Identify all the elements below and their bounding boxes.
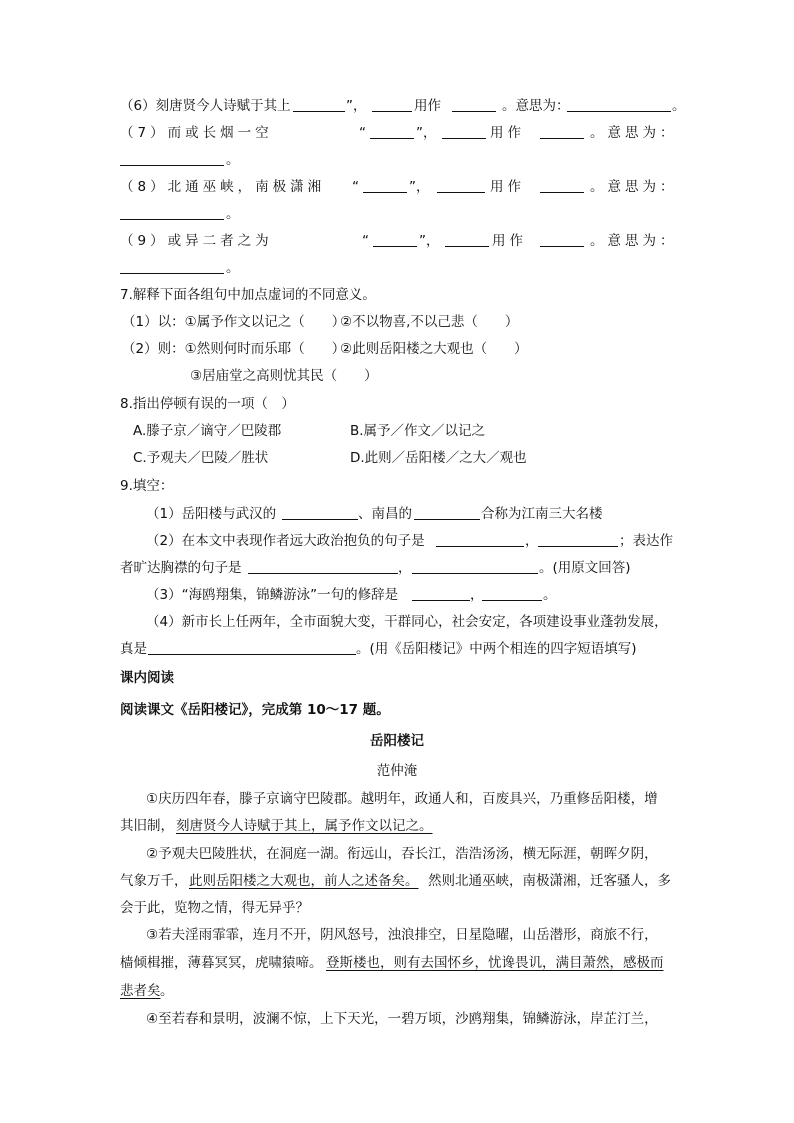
q7-quote-open: “ [359,125,366,141]
p3-line1: ③若夫淫雨霏霏，连月不开，阴风怒号，浊浪排空，日星隐曜，山岳潜形，商旅不行， [146,927,658,943]
q9-text: （9）或异二者之为 [120,233,273,249]
reading-heading [0,668,794,688]
s8-option-b: B.属予／作文／以记之 [350,423,486,439]
blank [370,123,414,139]
s9-item-2a: （2）在本文中表现作者远大政治抱负的句子是 [146,533,425,549]
p1-line2-pre: 其旧制， [120,818,174,834]
article-author [0,761,794,781]
s7-item-1a: （1）以：①属予作文以记之（ ） [122,314,346,330]
q6-quote: ”， [346,98,367,114]
q9-end: 。 [226,260,240,276]
blank [414,504,480,520]
section-8-options-ab [0,421,794,441]
p3-underlined-end: 悲者矣 [120,983,161,999]
blank [363,177,407,193]
blank [482,585,542,601]
s9-item-4c: 。(用《岳阳楼记》中两个相连的四字短语填写) [356,641,637,657]
question-6 [0,96,794,116]
section-9-item-4 [0,612,794,632]
q9-meaning: 。意思为： [590,233,678,249]
paragraph-2-line3 [0,898,794,918]
section-7-item-2 [0,339,794,359]
article-title-text: 岳阳楼记 [370,733,424,749]
paragraph-2-line2 [0,871,794,891]
s9-item-2d: 者旷达胸襟的句子是 [120,560,242,576]
blank [282,504,358,520]
s9-item-4a: （4）新市长上任两年，全市面貌大变，干群同心，社会安定，各项建设事业蓬勃发展， [146,614,668,630]
blank [540,177,584,193]
blank [120,150,224,166]
s9-item-3c: 。 [543,587,557,603]
q8-text: （8）北通巫峡，南极潇湘 [120,179,326,195]
p2-line2-pre: 气象万千， [120,873,188,889]
section-9-item-4-line2 [0,639,794,659]
blank [540,231,584,247]
s8-option-a: A.滕子京／谪守／巴陵郡 [133,423,282,439]
reading-instruction [0,700,794,720]
s9-item-3b: ， [470,587,484,603]
blank [538,531,618,547]
reading-heading-text: 课内阅读 [120,670,174,686]
section-9-item-1 [0,504,794,524]
p2-line1: ②予观夫巴陵胜状，在洞庭一湖。衔远山，吞长江，浩浩汤汤，横无际涯，朝晖夕阴， [146,846,658,862]
p3-line2-pre: 樯倾楫摧，薄暮冥冥，虎啸猿啼。 [120,955,323,971]
s8-title: 8.指出停顿有误的一项（ ） [120,396,295,412]
p2-underlined: 此则岳阳楼之大观也，前人之述备矣。 [189,873,419,889]
s9-item-2e: ， [398,560,412,576]
question-7-line2 [0,150,794,170]
s8-option-d: D.此则／岳阳楼／之大／观也 [350,450,527,466]
q6-text: （6）刻唐贤今人诗赋于其上 [120,98,291,114]
question-7 [0,123,794,143]
s9-item-3a: （3）“海鸥翔集，锦鳞游泳”一句的修辞是 [146,587,399,603]
s7-item-2a: （2）则：①然则何时而乐耶（ ） [122,341,346,357]
blank [412,585,470,601]
p2-line3: 会于此，览物之情，得无异乎？ [120,900,309,916]
reading-instruction-text: 阅读课文《岳阳楼记》，完成第 10～17 题。 [120,702,390,718]
q8-quote-close: ”， [409,179,430,195]
q7-text: （7）而或长烟一空 [120,125,273,141]
paragraph-4 [0,1009,794,1029]
s7-title: 7.解释下面各组句中加点虚词的不同意义。 [120,287,376,303]
paragraph-3-line2 [0,953,794,973]
paragraph-1 [0,789,794,809]
blank [452,96,496,112]
p3-line3-end: 。 [160,983,174,999]
article-author-text: 范仲淹 [376,763,418,779]
q8-quote-open: “ [352,179,359,195]
question-8-line2 [0,204,794,224]
s8-option-c: C.予观夫／巴陵／胜状 [133,450,269,466]
s9-item-1a: （1）岳阳楼与武汉的 [146,506,277,522]
q7-use: 用作 [490,125,525,141]
blank [442,123,486,139]
blank [412,558,538,574]
s7-item-1b: ②不以物喜,不以己悲（ ） [340,314,519,330]
q9-quote-open: “ [362,233,369,249]
blank [372,96,412,112]
question-9 [0,231,794,251]
blank [540,123,584,139]
q8-meaning: 。意思为： [590,179,678,195]
blank [248,558,398,574]
section-9-item-3 [0,585,794,605]
blank [293,96,345,112]
blank [436,531,524,547]
s9-item-2b: ， [525,533,539,549]
paragraph-3-line3 [0,981,794,1001]
blank [148,639,356,655]
article-title [0,731,794,751]
section-9-title [0,476,794,496]
blank [373,231,417,247]
blank [445,231,489,247]
p3-underlined: 登斯楼也，则有去国怀乡，忧谗畏讥，满目萧然，感极而 [326,955,664,971]
q8-use: 用作 [490,179,525,195]
s9-item-2c: ；表达作 [619,533,673,549]
q8-end: 。 [226,206,240,222]
s9-title: 9.填空： [120,478,174,494]
q9-quote-close: ”， [419,233,440,249]
s9-item-1b: 、南昌的 [358,506,412,522]
paragraph-3 [0,925,794,945]
question-9-line2 [0,258,794,278]
section-9-item-2 [0,531,794,551]
q7-meaning: 。意思为： [590,125,678,141]
p1-underlined: 刻唐贤今人诗赋于其上，属予作文以记之。 [176,818,433,834]
p2-line2-post: 然则北通巫峡，南极潇湘，迁客骚人，多 [428,873,671,889]
s7-item-2b: ②此则岳阳楼之大观也（ ） [340,341,528,357]
paragraph-1-line2 [0,816,794,836]
q9-use: 用作 [492,233,527,249]
q6-meaning: 。意思为： [502,98,570,114]
p4-line1: ④至若春和景明，波澜不惊，上下天光，一碧万顷，沙鸥翔集，锦鳞游泳，岸芷汀兰， [146,1011,658,1027]
blank [120,258,224,274]
section-9-item-2-line2 [0,558,794,578]
section-8-options-cd [0,448,794,468]
s9-item-2f: 。(用原文回答) [539,560,631,576]
blank [437,177,485,193]
section-7-item-3 [0,366,794,386]
blank [567,96,671,112]
paragraph-2 [0,844,794,864]
question-8 [0,177,794,197]
s9-item-4b: 真是 [120,641,147,657]
blank [120,204,224,220]
s9-item-1c: 合称为江南三大名楼 [481,506,603,522]
q6-use: 用作 [414,98,441,114]
p1-line1: ①庆历四年春，滕子京谪守巴陵郡。越明年，政通人和，百废具兴，乃重修岳阳楼，增 [146,791,658,807]
q7-quote-close: ”， [416,125,437,141]
section-7-title [0,285,794,305]
q6-end: 。 [672,98,686,114]
s7-item-3: ③居庙堂之高则忧其民（ ） [190,368,378,384]
section-7-item-1 [0,312,794,332]
section-8-title [0,394,794,414]
q7-end: 。 [226,152,240,168]
